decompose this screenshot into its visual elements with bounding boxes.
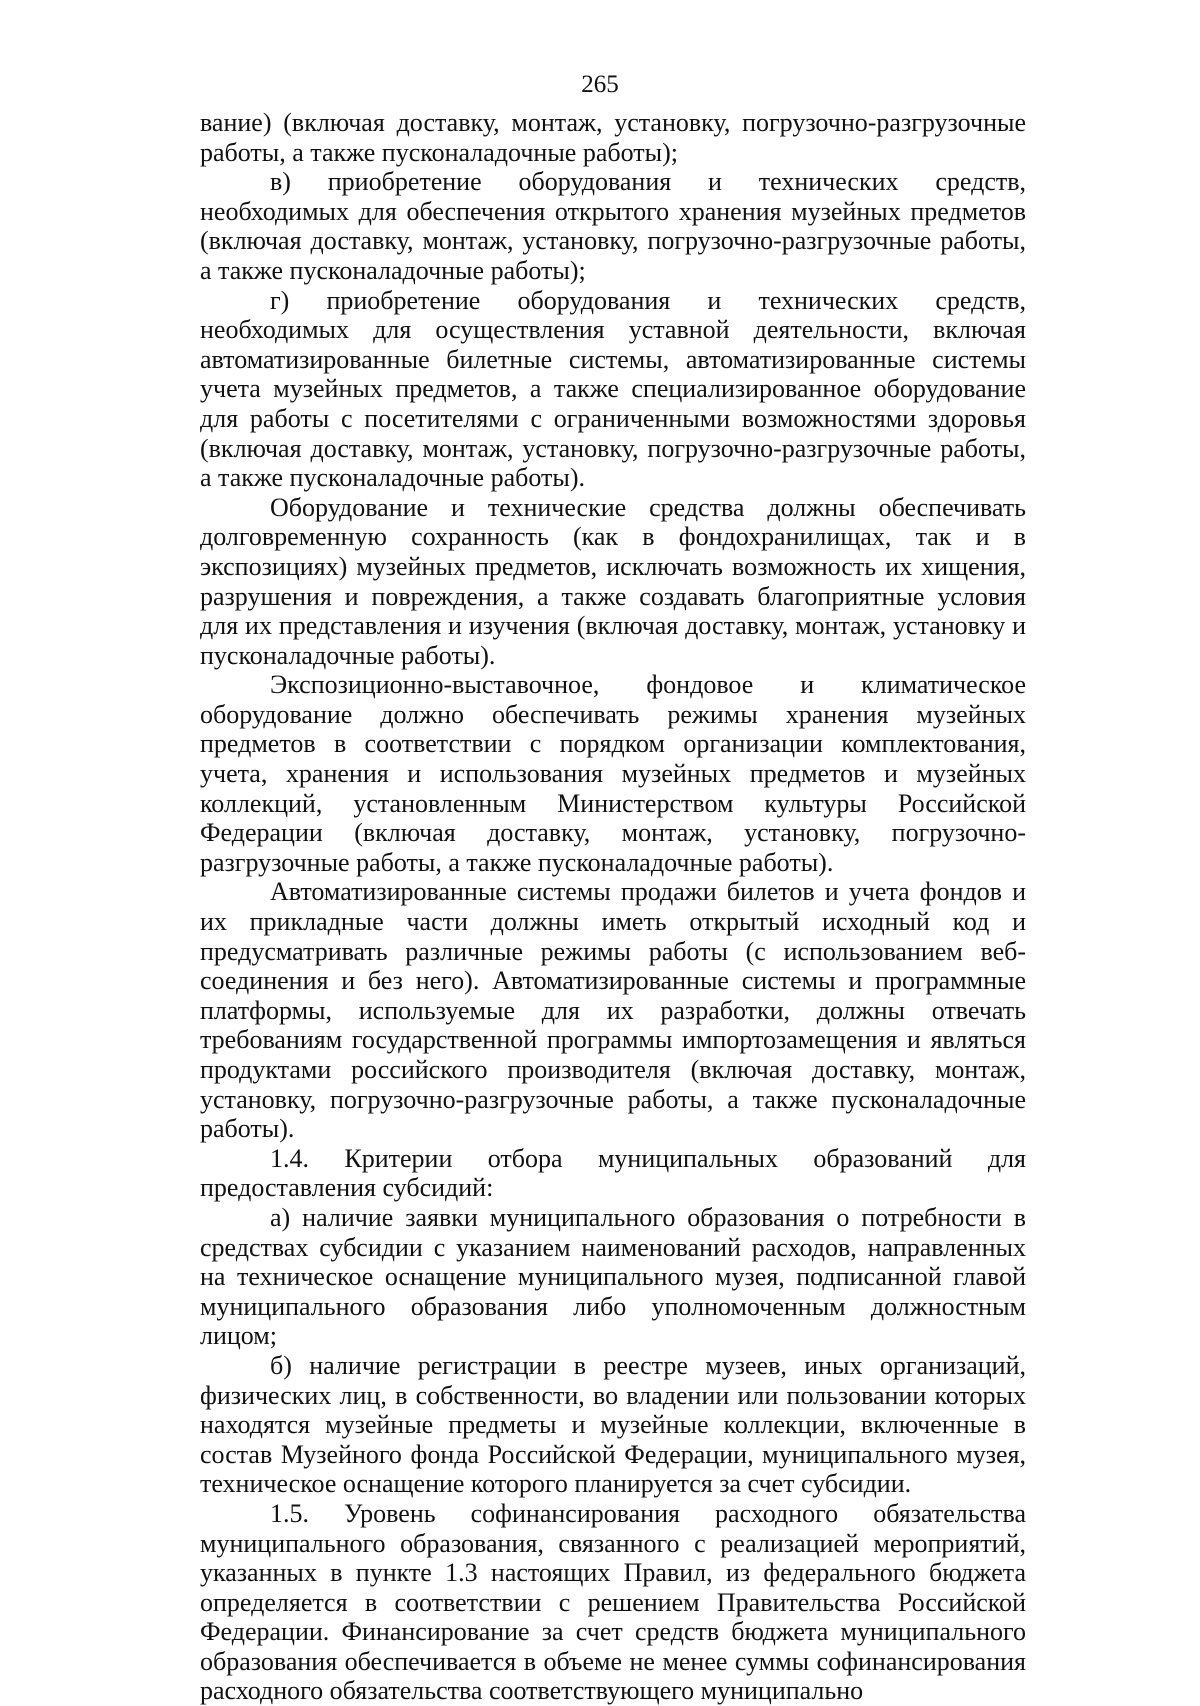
paragraph-8: а) наличие заявки муниципального образования о потребности в средствах субсидии с указанием наименований расходов, направленных на техническое оснащение муниципального музея, подписанной главой муниципального образования либо уполномоченным должностным лицом; [200, 1202, 1026, 1351]
paragraph-2: в) приобретение оборудования и технических средств, необходимых для обеспечения открытого хранения музейных предметов (включая доставку, монтаж, установку, погрузочно-разгрузочные работы, а также пусконаладочные работы); [200, 167, 1026, 285]
page-number: 265 [581, 71, 619, 98]
body-text [200, 108, 1026, 1706]
paragraph-4: Оборудование и технические средства должны обеспечивать долговременную сохранность (как в фондохранилищах, так и в экспозициях) музейных предметов, исключать возможность их хищения, разрушения и повреждения, а также создавать благоприятные условия для их представления и изучения (включая доставку, монтаж, установку и пусконаладочные работы). [200, 492, 1026, 670]
paragraph-7: 1.4. Критерии отбора муниципальных образований для предоставления субсидий: [200, 1143, 1026, 1203]
paragraph-5: Экспозиционно-выставочное, фондовое и климатическое оборудование должно обеспечивать режимы хранения музейных предметов в соответствии с порядком организации комплектования, учета, хранения и использования музейных предметов и музейных коллекций, установленным Министерством культуры Российской Федерации (включая доставку, монтаж, установку, погрузочно-разгрузочные работы, а также пусконаладочные работы). [200, 670, 1026, 877]
paragraph-1: вание) (включая доставку, монтаж, установку, погрузочно-разгрузочные работы, а также пусконаладочные работы); [200, 108, 1026, 167]
paragraph-3: г) приобретение оборудования и технических средств, необходимых для осуществления уставной деятельности, включая автоматизированные билетные системы, автоматизированные системы учета музейных предметов, а также специализированное оборудование для работы с посетителями с ограниченными возможностями здоровья (включая доставку, монтаж, установку, погрузочно-разгрузочные работы, а также пусконаладочные работы). [200, 285, 1026, 493]
paragraph-10: 1.5. Уровень софинансирования расходного обязательства муниципального образования, связанного с реализацией мероприятий, указанных в пункте 1.3 настоящих Правил, из федерального бюджета определяется в соответствии с решением Правительства Российской Федерации. Финансирование за счет средств бюджета муниципального образования обеспечивается в объеме не менее суммы софинансирования расходного обязательства соответствующего муниципально [200, 1498, 1026, 1706]
paragraph-6: Автоматизированные системы продажи билетов и учета фондов и их прикладные части должны иметь открытый исходный код и предусматривать различные режимы работы (с использованием веб-соединения и без него). Автоматизированные системы и программные платформы, используемые для их разработки, должны отвечать требованиям государственной программы импортозамещения и являться продуктами российского производителя (включая доставку, монтаж, установку, погрузочно-разгрузочные работы, а также пусконаладочные работы). [200, 877, 1026, 1144]
paragraph-9: б) наличие регистрации в реестре музеев, иных организаций, физических лиц, в собственности, во владении или пользовании которых находятся музейные предметы и музейные коллекции, включенные в состав Музейного фонда Российской Федерации, муниципального музея, техническое оснащение которого планируется за счет субсидии. [200, 1350, 1026, 1499]
